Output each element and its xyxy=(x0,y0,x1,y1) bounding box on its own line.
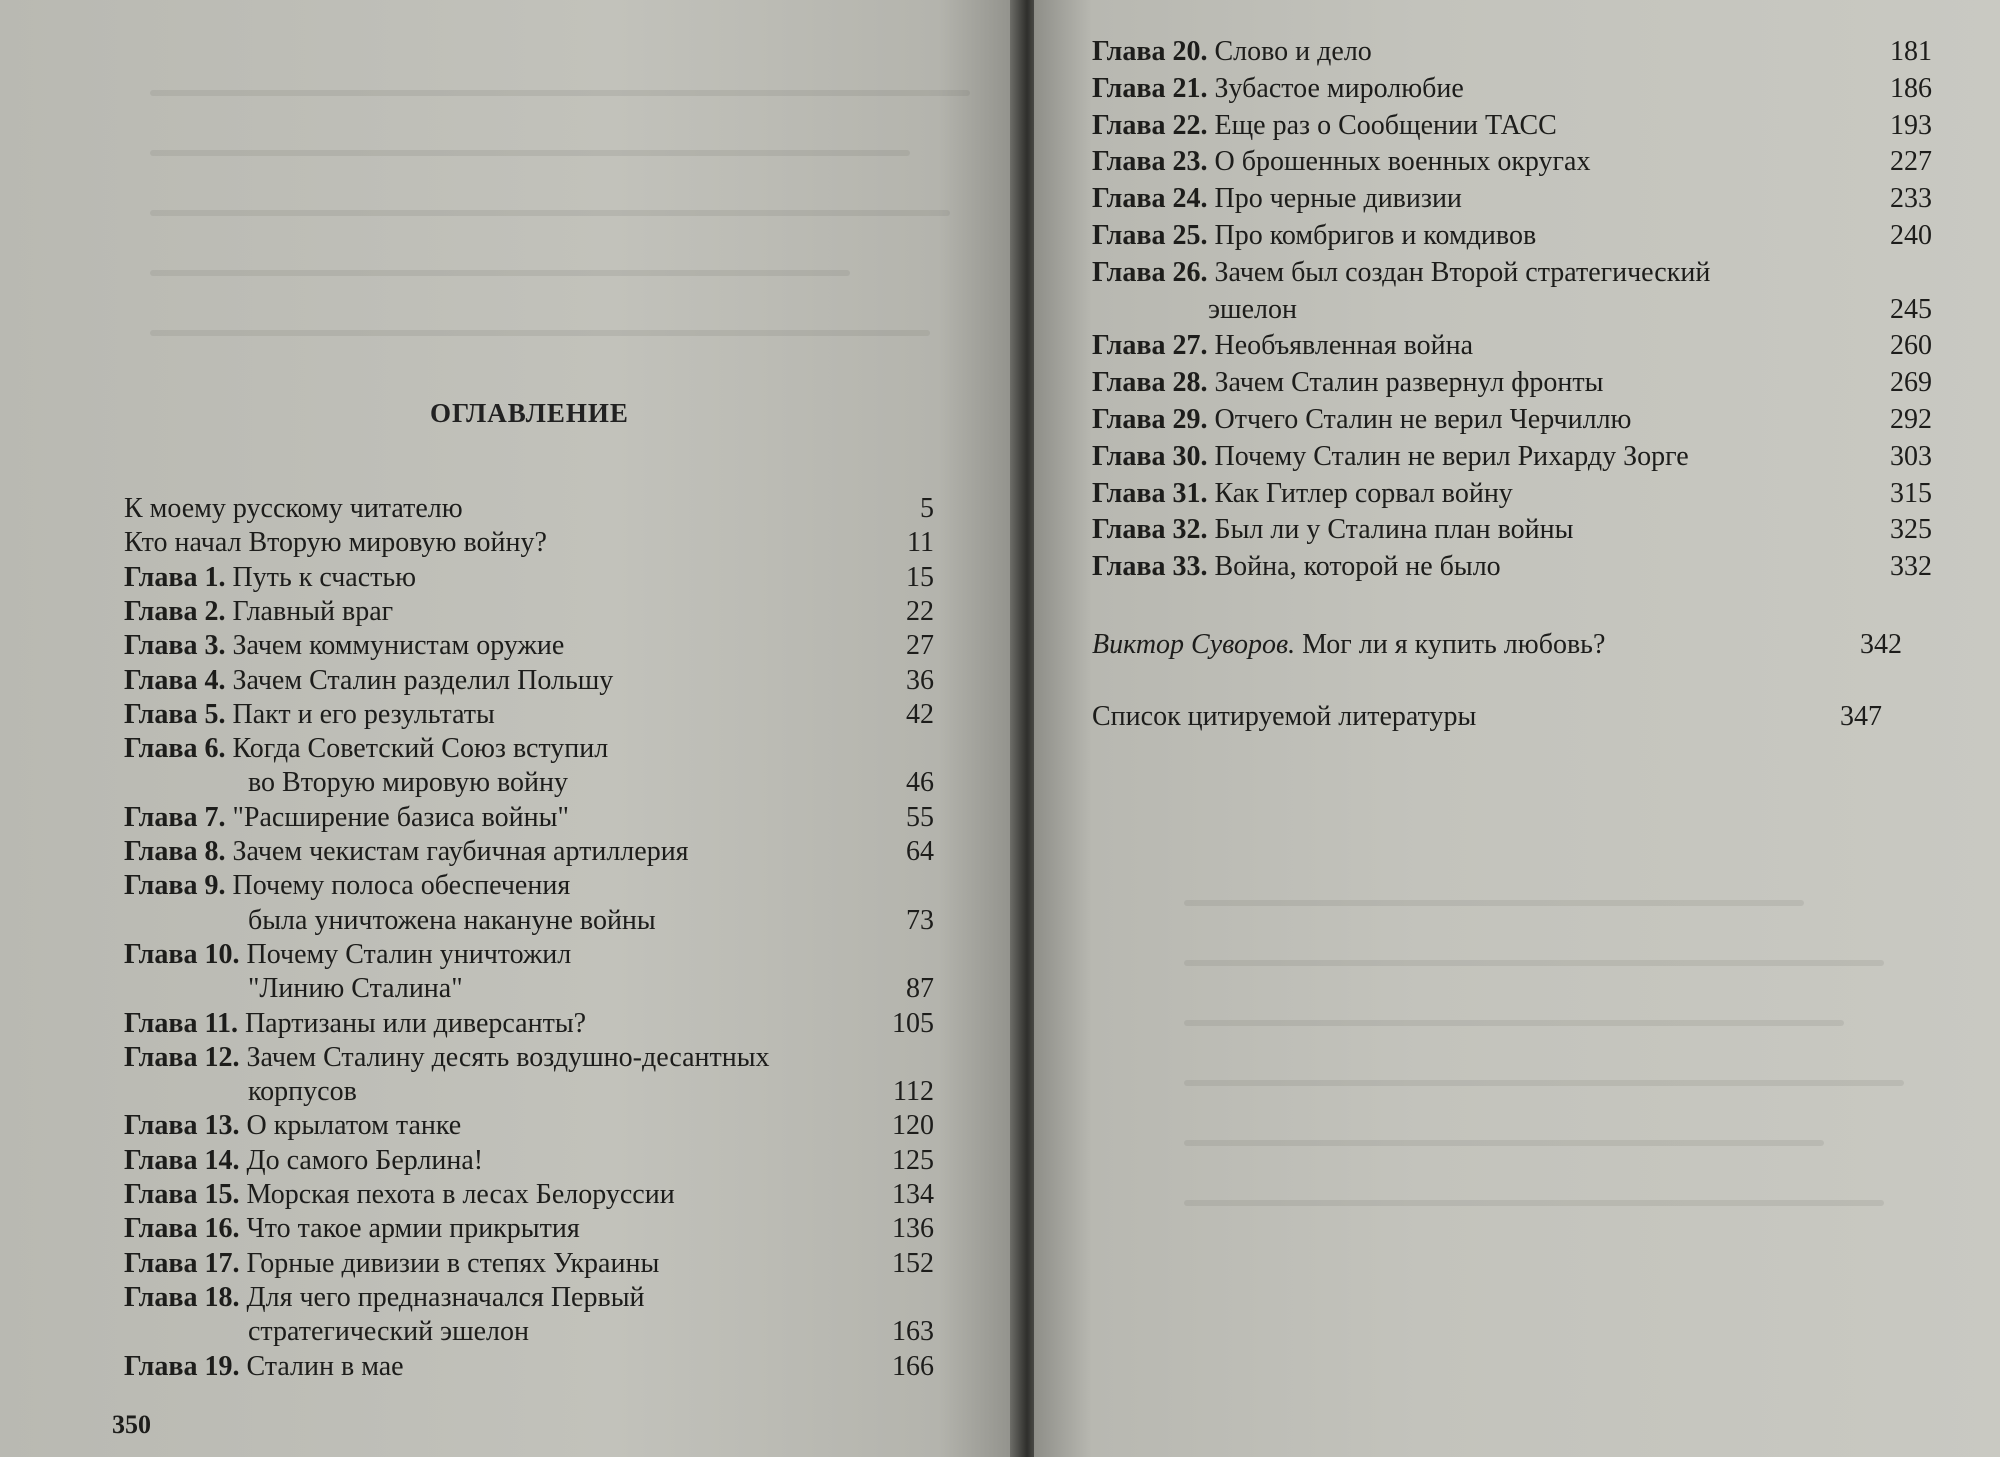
toc-entry xyxy=(124,1350,934,1384)
chapter-title: Почему Сталин уничтожил xyxy=(246,938,572,970)
chapter-label: Глава 7. xyxy=(124,801,226,833)
chapter-title: Сталин в мае xyxy=(246,1350,404,1382)
chapter-label: Глава 1. xyxy=(124,561,226,593)
chapter-label: Глава 21. xyxy=(1092,72,1208,104)
chapter-title: Слово и дело xyxy=(1214,36,1372,67)
chapter-title: Партизаны или диверсанты? xyxy=(244,1007,587,1039)
toc-page-number: 152 xyxy=(892,1247,934,1279)
toc-page-number: 325 xyxy=(1890,514,1932,546)
toc-entry xyxy=(124,732,934,799)
chapter-title-continuation: была уничтожена накануне войны xyxy=(248,904,656,936)
chapter-label: Глава 6. xyxy=(124,733,226,765)
toc-entry xyxy=(124,801,934,835)
chapter-title: Был ли у Сталина план войны xyxy=(1214,514,1574,546)
toc-entry xyxy=(1092,35,1932,69)
bleed-through-line xyxy=(1184,1080,1904,1086)
toc-entry xyxy=(124,664,934,698)
toc-page-number: 112 xyxy=(893,1076,934,1108)
toc-entry xyxy=(124,869,934,936)
chapter-label: Глава 27. xyxy=(1092,330,1208,362)
chapter-title-continuation: эшелон xyxy=(1208,293,1297,325)
chapter-title: Как Гитлер сорвал войну xyxy=(1214,477,1513,509)
toc-page-number: 163 xyxy=(892,1316,934,1348)
toc-page-number: 166 xyxy=(892,1350,934,1382)
toc-page-number: 27 xyxy=(906,630,934,662)
chapter-title: Зачем Сталину десять воздушно-десантных xyxy=(246,1041,770,1073)
toc-page-number: 332 xyxy=(1890,551,1932,583)
toc-entry xyxy=(124,1144,934,1178)
toc-page-number: 73 xyxy=(906,904,934,936)
afterword-author: Виктор Суворов. xyxy=(1092,629,1296,660)
toc-entry xyxy=(1092,477,1932,511)
toc-page-number: 5 xyxy=(920,493,934,524)
toc-page-number: 136 xyxy=(892,1213,934,1245)
toc-entry xyxy=(124,1109,934,1143)
chapter-title: "Расширение базиса войны" xyxy=(232,801,569,833)
toc-page-number: 125 xyxy=(892,1144,934,1176)
toc-page-number: 233 xyxy=(1890,183,1932,215)
chapter-label: Глава 32. xyxy=(1092,514,1208,546)
toc-entry xyxy=(124,1247,934,1281)
toc-entry xyxy=(1092,440,1932,474)
chapter-title: Отчего Сталин не верил Черчиллю xyxy=(1214,404,1632,435)
toc-page-number: 134 xyxy=(892,1179,934,1210)
bleed-through-line xyxy=(1184,900,1804,906)
toc-page-number: 245 xyxy=(1890,293,1932,325)
chapter-label: Глава 18. xyxy=(124,1281,240,1313)
bleed-through-line xyxy=(150,150,910,156)
bibliography-title: Список цитируемой литературы xyxy=(1092,701,1477,732)
afterword-title: Мог ли я купить любовь? xyxy=(1302,629,1606,660)
chapter-label: Глава 2. xyxy=(124,595,226,627)
chapter-label: Глава 29. xyxy=(1092,404,1208,435)
toc-page-number: 87 xyxy=(906,973,934,1005)
toc-entry xyxy=(1092,72,1932,106)
toc-entry xyxy=(124,595,934,629)
chapter-title: Почему полоса обеспечения xyxy=(232,870,571,902)
chapter-title: К моему русскому читателю xyxy=(124,493,463,524)
chapter-label: Глава 23. xyxy=(1092,146,1208,178)
chapter-title: Необъявленная война xyxy=(1214,330,1474,362)
chapter-label: Глава 30. xyxy=(1092,440,1208,472)
toc-page-number: 64 xyxy=(906,836,934,867)
chapter-title: Кто начал Вторую мировую войну? xyxy=(124,527,547,559)
chapter-title: О брошенных военных округах xyxy=(1214,146,1591,178)
bleed-through-line xyxy=(1184,1140,1824,1146)
chapter-title: Зачем коммунистам оружие xyxy=(232,630,565,662)
toc-entry xyxy=(124,1212,934,1246)
toc-page-number: 120 xyxy=(892,1110,934,1142)
chapter-title: Морская пехота в лесах Белоруссии xyxy=(246,1179,675,1210)
chapter-label: Глава 24. xyxy=(1092,183,1208,215)
bleed-through-line xyxy=(150,210,950,216)
toc-page-number: 11 xyxy=(907,527,934,559)
bleed-through-line xyxy=(150,90,970,96)
toc-entry xyxy=(124,492,934,526)
chapter-title-continuation: во Вторую мировую войну xyxy=(248,767,569,799)
toc-entry xyxy=(1092,329,1932,363)
chapter-label: Глава 20. xyxy=(1092,36,1208,67)
chapter-title: Для чего предназначался Первый xyxy=(246,1281,645,1313)
page-number: 350 xyxy=(112,1410,151,1439)
toc-entry xyxy=(124,938,934,1005)
chapter-title: Зачем был создан Второй стратегический xyxy=(1214,256,1711,288)
toc-entry xyxy=(1092,403,1932,437)
chapter-label: Глава 26. xyxy=(1092,256,1208,288)
toc-page-number: 42 xyxy=(906,698,934,730)
toc-entry-afterword xyxy=(1092,628,1932,662)
chapter-label: Глава 15. xyxy=(124,1179,240,1210)
toc-page-number: 55 xyxy=(906,801,934,833)
chapter-title: Зачем Сталин развернул фронты xyxy=(1214,367,1604,399)
toc-page-number: 15 xyxy=(906,561,934,593)
chapter-title: Когда Советский Союз вступил xyxy=(232,733,609,765)
toc-page-number: 347 xyxy=(1840,701,1882,732)
chapter-title: Пакт и его результаты xyxy=(232,698,495,730)
chapter-label: Глава 14. xyxy=(124,1144,240,1176)
toc-entry xyxy=(1092,219,1932,253)
chapter-title: Почему Сталин не верил Рихарду Зорге xyxy=(1214,440,1689,472)
toc-entry xyxy=(1092,145,1932,179)
chapter-label: Глава 22. xyxy=(1092,109,1208,141)
toc-page-number: 193 xyxy=(1890,109,1932,141)
toc-entry xyxy=(124,1007,934,1041)
chapter-title: Путь к счастью xyxy=(232,561,417,593)
toc-entry xyxy=(124,1041,934,1108)
chapter-title: До самого Берлина! xyxy=(246,1144,484,1176)
chapter-title: Война, которой не было xyxy=(1214,551,1501,583)
chapter-label: Глава 12. xyxy=(124,1041,240,1073)
toc-page-number: 46 xyxy=(906,767,934,799)
toc-entry xyxy=(1092,366,1932,400)
bleed-through-line xyxy=(150,330,930,336)
toc-page-number: 22 xyxy=(906,595,934,627)
toc-page-number: 186 xyxy=(1890,72,1932,104)
chapter-title-continuation: корпусов xyxy=(248,1076,357,1108)
bleed-through-line xyxy=(1184,1020,1844,1026)
toc-page-number: 227 xyxy=(1890,146,1932,178)
chapter-label: Глава 10. xyxy=(124,938,240,970)
chapter-label: Глава 28. xyxy=(1092,367,1208,399)
chapter-label: Глава 16. xyxy=(124,1213,240,1245)
chapter-title: О крылатом танке xyxy=(246,1110,462,1142)
chapter-label: Глава 25. xyxy=(1092,220,1208,251)
toc-entry xyxy=(1092,513,1932,547)
chapter-title: Главный враг xyxy=(232,595,394,627)
toc-entry xyxy=(1092,256,1932,325)
chapter-title: Зачем Сталин разделил Польшу xyxy=(232,664,614,696)
toc-entry xyxy=(1092,182,1932,216)
toc-page-number: 240 xyxy=(1890,220,1932,251)
chapter-label: Глава 9. xyxy=(124,870,226,902)
chapter-title: Что такое армии прикрытия xyxy=(246,1213,580,1245)
toc-title: ОГЛАВЛЕНИЕ xyxy=(430,398,629,428)
chapter-title: Про черные дивизии xyxy=(1214,183,1462,215)
toc-entry xyxy=(124,561,934,595)
chapter-label: Глава 4. xyxy=(124,664,226,696)
toc-page-number: 315 xyxy=(1890,477,1932,509)
toc-page-number: 181 xyxy=(1890,36,1932,67)
toc-page-number: 342 xyxy=(1860,629,1902,660)
chapter-title: Еще раз о Сообщении ТАСС xyxy=(1214,109,1557,141)
chapter-label: Глава 33. xyxy=(1092,551,1208,583)
chapter-title-continuation: "Линию Сталина" xyxy=(248,973,463,1005)
bleed-through-line xyxy=(1184,960,1884,966)
bleed-through-line xyxy=(1184,1200,1884,1206)
toc-entry xyxy=(124,698,934,732)
toc-entry-bibliography xyxy=(1092,700,1932,734)
chapter-label: Глава 13. xyxy=(124,1110,240,1142)
chapter-label: Глава 5. xyxy=(124,698,226,730)
toc-entry xyxy=(124,1281,934,1348)
bleed-through-line xyxy=(150,270,850,276)
toc-page-number: 105 xyxy=(892,1007,934,1039)
toc-page-number: 292 xyxy=(1890,404,1932,435)
toc-entry xyxy=(1092,109,1932,143)
chapter-title-continuation: стратегический эшелон xyxy=(248,1316,530,1348)
chapter-label: Глава 19. xyxy=(124,1350,240,1382)
chapter-label: Глава 3. xyxy=(124,630,226,662)
toc-page-number: 303 xyxy=(1890,440,1932,472)
toc-entry xyxy=(1092,550,1932,584)
chapter-title: Про комбригов и комдивов xyxy=(1214,220,1537,251)
toc-page-number: 260 xyxy=(1890,330,1932,362)
chapter-label: Глава 31. xyxy=(1092,477,1208,509)
toc-page-number: 269 xyxy=(1890,367,1932,399)
toc-entry xyxy=(124,526,934,560)
chapter-title: Зачем чекистам гаубичная артиллерия xyxy=(232,836,689,867)
toc-entry xyxy=(124,629,934,663)
chapter-title: Горные дивизии в степях Украины xyxy=(246,1247,660,1279)
chapter-label: Глава 11. xyxy=(124,1007,238,1039)
chapter-label: Глава 8. xyxy=(124,836,226,867)
chapter-label: Глава 17. xyxy=(124,1247,240,1279)
toc-entry xyxy=(124,1178,934,1212)
chapter-title: Зубастое миролюбие xyxy=(1214,72,1464,104)
toc-page-number: 36 xyxy=(906,664,934,696)
toc-entry xyxy=(124,835,934,869)
